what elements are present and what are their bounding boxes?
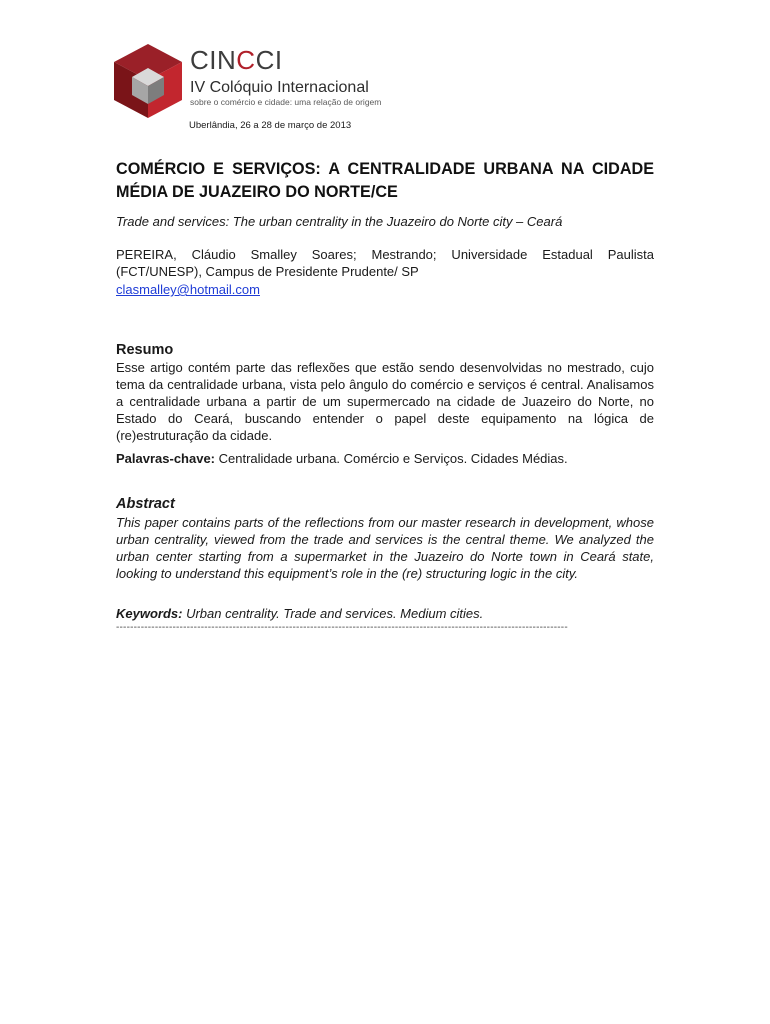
palavras-chave [116,450,654,467]
brand-post: CI [255,45,283,75]
author-info: PEREIRA, Cláudio Smalley Soares; Mestrando; Universidade Estadual Paulista (FCT/UNESP), Campus de Presidente Prudente/ SP [116,247,654,279]
event-location-date: Uberlândia, 26 a 28 de março de 2013 [189,120,352,131]
keywords-label: Keywords: [116,606,183,621]
paper-title: COMÉRCIO E SERVIÇOS: A CENTRALIDADE URBANA NA CIDADE MÉDIA DE JUAZEIRO DO NORTE/CE [116,160,654,201]
cincci-logo-icon [112,42,184,120]
author-email-row [116,281,654,298]
brand-accent: C [236,45,256,75]
keywords-values: Urban centrality. Trade and services. Medium cities. [182,606,484,621]
resumo-heading: Resumo [116,342,174,358]
keywords [116,605,654,622]
event-tagline: sobre o comércio e cidade: uma relação de origem [190,97,382,107]
brand-name [190,47,283,73]
paper-subtitle: Trade and services: The urban centrality in the Juazeiro do Norte city – Ceará [116,214,563,229]
resumo-text: Esse artigo contém parte das reflexões que estão sendo desenvolvidas no mestrado, cujo tema da centralidade urbana, vista pelo ângulo do comércio e serviços é central. Analisamos a centralidade urbana a partir de um supermercado na cidade de Juazeiro do Norte, no Estado do Ceará, buscando entender o papel deste equipamento na lógica de (re)estruturação da cidade. [116,360,654,443]
palavras-chave-label: Palavras-chave: [116,451,216,466]
abstract-text: This paper contains parts of the reflections from our master research in development, whose urban centrality, viewed from the trade and services is the central theme. We analyzed the urban center starting from a supermarket in the Juazeiro do Norte town in Ceará state, looking to understand this equipment’s role in the (re) structuring logic in the city. [116,515,654,581]
brand-pre: CIN [190,45,237,75]
palavras-chave-values: Centralidade urbana. Comércio e Serviços. Cidades Médias. [215,451,568,466]
author-email-link[interactable]: clasmalley@hotmail.com [116,282,260,297]
separator-line: -------------------------------------------------------------------------------------------------------------------------------- [116,622,568,633]
abstract-heading: Abstract [116,496,175,512]
event-name: IV Colóquio Internacional [190,79,369,96]
